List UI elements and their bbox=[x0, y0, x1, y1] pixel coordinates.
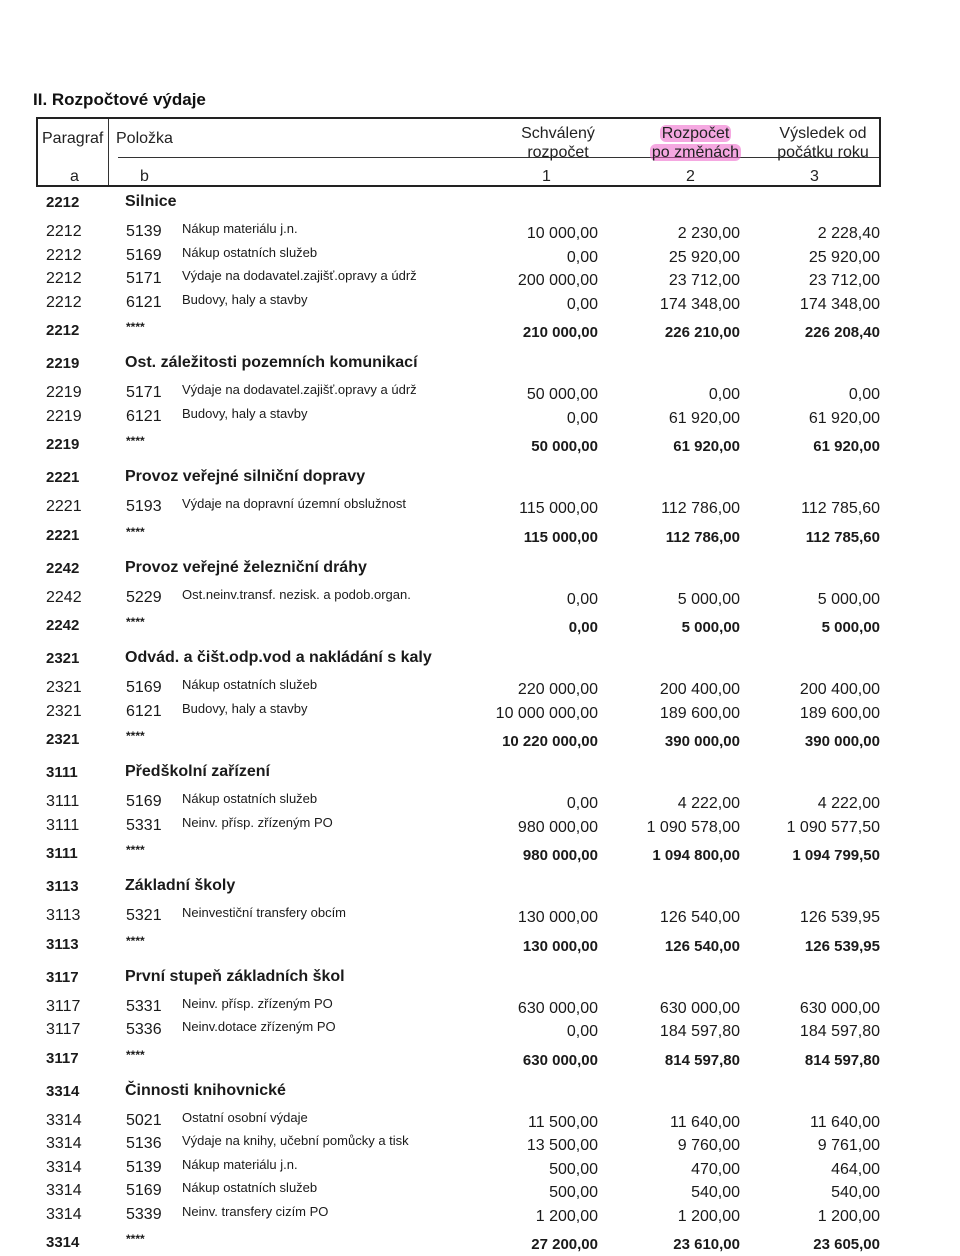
section-paragraf: 2219 bbox=[46, 355, 80, 372]
item-polozka: 6121 bbox=[126, 293, 162, 311]
section-row bbox=[0, 648, 960, 672]
section-paragraf: 2242 bbox=[46, 559, 80, 577]
highlight-mark: po změnách bbox=[651, 144, 740, 161]
item-rozpocet: 470,00 bbox=[691, 1160, 740, 1178]
item-paragraf: 3111 bbox=[46, 816, 80, 834]
item-rozpocet: 2 230,00 bbox=[677, 225, 740, 242]
total-stars: **** bbox=[126, 729, 145, 743]
item-schvaleny: 115 000,00 bbox=[519, 500, 598, 517]
item-rozpocet: 61 920,00 bbox=[668, 409, 740, 427]
table-row bbox=[0, 905, 960, 929]
item-polozka: 5336 bbox=[126, 1021, 162, 1038]
header-vysledek: Výsledek od počátku roku bbox=[777, 125, 869, 161]
total-schvaleny: 10 220 000,00 bbox=[502, 733, 598, 750]
item-paragraf: 3117 bbox=[46, 997, 81, 1015]
item-vysledek: 126 539,95 bbox=[799, 909, 880, 926]
total-vysledek: 814 597,80 bbox=[804, 1051, 880, 1069]
total-stars: **** bbox=[126, 320, 145, 334]
item-rozpocet: 25 920,00 bbox=[668, 248, 740, 266]
item-description: Nákup ostatních služeb bbox=[182, 791, 318, 806]
item-description: Budovy, haly a stavby bbox=[182, 291, 308, 307]
section-paragraf: 3314 bbox=[46, 1082, 80, 1100]
total-rozpocet: 226 210,00 bbox=[664, 324, 740, 341]
section-row bbox=[0, 876, 960, 900]
item-polozka: 5169 bbox=[126, 793, 162, 810]
item-description: Ost.neinv.transf. nezisk. a podob.organ. bbox=[182, 586, 411, 602]
item-schvaleny: 0,00 bbox=[566, 590, 598, 608]
section-title: Ost. záležitosti pozemních komunikací bbox=[125, 354, 418, 371]
item-polozka: 5139 bbox=[126, 223, 162, 240]
section-row bbox=[0, 762, 960, 786]
item-schvaleny: 980 000,00 bbox=[517, 818, 598, 836]
table-row bbox=[0, 815, 960, 839]
item-rozpocet: 4 222,00 bbox=[677, 795, 740, 812]
item-schvaleny: 13 500,00 bbox=[526, 1137, 598, 1154]
highlight-mark: Rozpočet bbox=[661, 125, 730, 142]
item-description: Neinv.dotace zřízeným PO bbox=[182, 1019, 336, 1034]
total-paragraf: 3111 bbox=[46, 845, 78, 862]
item-schvaleny: 0,00 bbox=[566, 248, 598, 266]
total-row bbox=[0, 729, 960, 753]
item-paragraf: 2219 bbox=[46, 384, 82, 401]
item-rozpocet: 23 712,00 bbox=[668, 272, 740, 289]
item-description: Neinv. přísp. zřízeným PO bbox=[182, 995, 333, 1011]
table-row bbox=[0, 1180, 960, 1204]
total-schvaleny: 0,00 bbox=[568, 619, 598, 636]
item-schvaleny: 630 000,00 bbox=[517, 999, 598, 1017]
table-header bbox=[36, 117, 881, 187]
item-schvaleny: 0,00 bbox=[566, 1023, 598, 1040]
total-row bbox=[0, 525, 960, 549]
item-vysledek: 0,00 bbox=[848, 386, 880, 403]
item-polozka: 5171 bbox=[126, 270, 162, 287]
item-paragraf: 3314 bbox=[46, 1135, 82, 1152]
header-col-2: 2 bbox=[686, 168, 695, 185]
table-row bbox=[0, 382, 960, 406]
total-rozpocet: 126 540,00 bbox=[664, 937, 740, 955]
item-vysledek: 184 597,80 bbox=[799, 1023, 880, 1040]
total-stars: **** bbox=[126, 933, 145, 948]
total-schvaleny: 980 000,00 bbox=[522, 847, 598, 864]
item-polozka: 5171 bbox=[126, 384, 162, 401]
item-paragraf: 2221 bbox=[46, 498, 82, 515]
item-vysledek: 23 712,00 bbox=[808, 272, 880, 289]
item-description: Ostatní osobní výdaje bbox=[182, 1109, 308, 1125]
item-polozka: 5331 bbox=[126, 816, 162, 834]
item-rozpocet: 11 640,00 bbox=[670, 1113, 740, 1131]
section-paragraf: 3117 bbox=[46, 968, 79, 986]
total-schvaleny: 115 000,00 bbox=[523, 528, 598, 546]
table-row bbox=[0, 1110, 960, 1134]
item-schvaleny: 10 000 000,00 bbox=[495, 704, 598, 722]
item-vysledek: 2 228,40 bbox=[817, 225, 880, 242]
item-schvaleny: 500,00 bbox=[549, 1184, 598, 1201]
item-schvaleny: 0,00 bbox=[566, 409, 598, 427]
total-paragraf: 2212 bbox=[46, 322, 80, 339]
page-title: II. Rozpočtové výdaje bbox=[33, 90, 206, 109]
item-polozka: 5193 bbox=[126, 498, 162, 515]
item-paragraf: 3113 bbox=[46, 907, 81, 924]
section-title: Odvád. a čišt.odp.vod a nakládání s kaly bbox=[125, 649, 432, 666]
item-description: Výdaje na dodavatel.zajišť.opravy a údrž bbox=[182, 268, 417, 283]
total-paragraf: 3314 bbox=[46, 1234, 80, 1251]
item-polozka: 5169 bbox=[126, 1182, 162, 1199]
item-vysledek: 1 090 577,50 bbox=[786, 818, 880, 836]
section-title: Provoz veřejné silniční dopravy bbox=[125, 468, 366, 485]
section-paragraf: 3111 bbox=[46, 764, 78, 781]
item-polozka: 5021 bbox=[126, 1111, 162, 1129]
header-polozka: Položka bbox=[116, 130, 173, 147]
item-paragraf: 3314 bbox=[46, 1182, 82, 1199]
header-schvaleny: Schválený rozpočet bbox=[521, 125, 595, 161]
item-polozka: 6121 bbox=[126, 702, 162, 720]
table-row bbox=[0, 996, 960, 1020]
total-rozpocet: 112 786,00 bbox=[665, 528, 740, 546]
item-paragraf: 2321 bbox=[46, 679, 82, 696]
total-paragraf: 2242 bbox=[46, 617, 80, 634]
total-rozpocet: 23 610,00 bbox=[673, 1236, 740, 1253]
item-rozpocet: 189 600,00 bbox=[659, 704, 740, 722]
total-vysledek: 112 785,60 bbox=[805, 528, 880, 546]
section-paragraf: 2321 bbox=[46, 650, 80, 667]
item-description: Výdaje na dodavatel.zajišť.opravy a údrž bbox=[182, 382, 417, 397]
section-title: Činnosti knihovnické bbox=[125, 1081, 286, 1099]
item-schvaleny: 1 200,00 bbox=[535, 1207, 598, 1225]
item-vysledek: 200 400,00 bbox=[799, 681, 880, 698]
total-rozpocet: 814 597,80 bbox=[664, 1051, 740, 1069]
section-title: První stupeň základních škol bbox=[125, 967, 345, 985]
item-description: Budovy, haly a stavby bbox=[182, 405, 308, 421]
total-schvaleny: 630 000,00 bbox=[522, 1051, 598, 1069]
item-schvaleny: 11 500,00 bbox=[528, 1113, 598, 1131]
item-schvaleny: 10 000,00 bbox=[526, 225, 598, 242]
item-description: Nákup materiálu j.n. bbox=[182, 1156, 298, 1172]
table-row bbox=[0, 1204, 960, 1228]
item-description: Výdaje na knihy, učební pomůcky a tisk bbox=[182, 1133, 409, 1148]
item-vysledek: 61 920,00 bbox=[808, 409, 880, 427]
item-paragraf: 2212 bbox=[46, 223, 82, 240]
item-polozka: 5331 bbox=[126, 997, 162, 1015]
total-row bbox=[0, 934, 960, 958]
table-row bbox=[0, 221, 960, 245]
total-vysledek: 390 000,00 bbox=[804, 733, 880, 750]
table-row bbox=[0, 1133, 960, 1157]
table-row bbox=[0, 292, 960, 316]
item-vysledek: 189 600,00 bbox=[799, 704, 880, 722]
item-paragraf: 2219 bbox=[46, 407, 82, 425]
item-paragraf: 2212 bbox=[46, 293, 82, 311]
item-description: Neinv. transfery cizím PO bbox=[182, 1203, 329, 1219]
item-vysledek: 630 000,00 bbox=[799, 999, 880, 1017]
item-description: Neinvestiční transfery obcím bbox=[182, 905, 347, 920]
section-row bbox=[0, 1081, 960, 1105]
table-row bbox=[0, 701, 960, 725]
item-description: Výdaje na dopravní územní obslužnost bbox=[182, 496, 407, 511]
item-rozpocet: 126 540,00 bbox=[659, 909, 740, 926]
header-paragraf: Paragraf bbox=[42, 130, 104, 147]
total-paragraf: 3113 bbox=[46, 935, 79, 953]
item-polozka: 5169 bbox=[126, 246, 162, 264]
section-title: Předškolní zařízení bbox=[125, 763, 270, 780]
total-stars: **** bbox=[126, 1047, 145, 1062]
item-schvaleny: 200 000,00 bbox=[517, 272, 598, 289]
item-rozpocet: 540,00 bbox=[691, 1184, 740, 1201]
total-stars: **** bbox=[126, 843, 145, 857]
item-rozpocet: 184 597,80 bbox=[659, 1023, 740, 1040]
table-row bbox=[0, 245, 960, 269]
total-row bbox=[0, 1232, 960, 1256]
item-description: Neinv. přísp. zřízeným PO bbox=[182, 814, 333, 830]
item-vysledek: 540,00 bbox=[831, 1184, 880, 1201]
table-row bbox=[0, 268, 960, 292]
item-vysledek: 1 200,00 bbox=[817, 1207, 880, 1225]
total-rozpocet: 5 000,00 bbox=[681, 619, 740, 636]
item-rozpocet: 5 000,00 bbox=[677, 590, 740, 608]
total-vysledek: 5 000,00 bbox=[821, 619, 880, 636]
table-row bbox=[0, 587, 960, 611]
item-vysledek: 112 785,60 bbox=[801, 500, 880, 517]
table-row bbox=[0, 1019, 960, 1043]
total-stars: **** bbox=[126, 434, 145, 448]
section-row bbox=[0, 967, 960, 991]
total-vysledek: 1 094 799,50 bbox=[792, 847, 880, 864]
total-rozpocet: 390 000,00 bbox=[664, 733, 740, 750]
item-rozpocet: 1 200,00 bbox=[677, 1207, 740, 1225]
item-polozka: 5229 bbox=[126, 588, 162, 606]
item-description: Nákup ostatních služeb bbox=[182, 1180, 318, 1195]
item-paragraf: 2321 bbox=[46, 702, 82, 720]
item-polozka: 6121 bbox=[126, 407, 162, 425]
total-schvaleny: 27 200,00 bbox=[531, 1236, 598, 1253]
item-vysledek: 174 348,00 bbox=[799, 295, 880, 313]
item-schvaleny: 500,00 bbox=[549, 1160, 598, 1178]
total-row bbox=[0, 843, 960, 867]
item-paragraf: 3314 bbox=[46, 1205, 82, 1223]
item-polozka: 5139 bbox=[126, 1158, 162, 1176]
section-paragraf: 2221 bbox=[46, 469, 80, 486]
item-rozpocet: 9 760,00 bbox=[677, 1137, 740, 1154]
item-polozka: 5321 bbox=[126, 907, 162, 924]
total-row bbox=[0, 1048, 960, 1072]
item-paragraf: 2212 bbox=[46, 270, 82, 287]
section-title: Silnice bbox=[125, 193, 177, 210]
item-schvaleny: 0,00 bbox=[566, 295, 598, 313]
total-schvaleny: 50 000,00 bbox=[531, 438, 598, 455]
total-schvaleny: 210 000,00 bbox=[522, 324, 598, 341]
item-rozpocet: 0,00 bbox=[708, 386, 740, 403]
table-row bbox=[0, 406, 960, 430]
item-rozpocet: 630 000,00 bbox=[659, 999, 740, 1017]
section-row bbox=[0, 467, 960, 491]
item-paragraf: 2242 bbox=[46, 588, 82, 606]
total-vysledek: 61 920,00 bbox=[813, 438, 880, 455]
table-row bbox=[0, 791, 960, 815]
item-polozka: 5169 bbox=[126, 679, 162, 696]
item-vysledek: 25 920,00 bbox=[808, 248, 880, 266]
header-rozpocet-po-zmenach bbox=[633, 124, 758, 162]
table-row bbox=[0, 1157, 960, 1181]
total-rozpocet: 61 920,00 bbox=[673, 438, 740, 455]
item-rozpocet: 174 348,00 bbox=[659, 295, 740, 313]
item-vysledek: 4 222,00 bbox=[817, 795, 880, 812]
header-col-a: a bbox=[70, 168, 79, 185]
table-row bbox=[0, 677, 960, 701]
table-row bbox=[0, 496, 960, 520]
section-row bbox=[0, 353, 960, 377]
total-paragraf: 2219 bbox=[46, 436, 80, 453]
total-row bbox=[0, 434, 960, 458]
total-vysledek: 126 539,95 bbox=[804, 937, 880, 955]
item-vysledek: 11 640,00 bbox=[810, 1113, 880, 1131]
total-schvaleny: 130 000,00 bbox=[522, 937, 598, 955]
total-paragraf: 3117 bbox=[46, 1049, 79, 1067]
section-paragraf: 3113 bbox=[46, 878, 79, 895]
total-paragraf: 2221 bbox=[46, 526, 80, 544]
item-schvaleny: 0,00 bbox=[566, 795, 598, 812]
item-paragraf: 3314 bbox=[46, 1111, 82, 1129]
item-schvaleny: 130 000,00 bbox=[517, 909, 598, 926]
item-description: Budovy, haly a stavby bbox=[182, 700, 308, 716]
total-paragraf: 2321 bbox=[46, 731, 80, 748]
total-stars: **** bbox=[126, 615, 145, 629]
item-vysledek: 464,00 bbox=[831, 1160, 880, 1178]
section-paragraf: 2212 bbox=[46, 194, 80, 211]
item-polozka: 5339 bbox=[126, 1205, 162, 1223]
item-schvaleny: 50 000,00 bbox=[526, 386, 598, 403]
total-vysledek: 23 605,00 bbox=[813, 1236, 880, 1253]
section-title: Provoz veřejné železniční dráhy bbox=[125, 558, 367, 576]
item-vysledek: 9 761,00 bbox=[817, 1137, 880, 1154]
item-paragraf: 3314 bbox=[46, 1158, 82, 1176]
item-paragraf: 3111 bbox=[46, 793, 80, 810]
item-rozpocet: 112 786,00 bbox=[661, 500, 740, 517]
total-rozpocet: 1 094 800,00 bbox=[652, 847, 740, 864]
section-row bbox=[0, 558, 960, 582]
header-col-1: 1 bbox=[542, 168, 551, 185]
section-title: Základní školy bbox=[125, 877, 236, 894]
item-rozpocet: 200 400,00 bbox=[659, 681, 740, 698]
header-col-3: 3 bbox=[810, 168, 819, 185]
total-vysledek: 226 208,40 bbox=[804, 324, 880, 341]
item-schvaleny: 220 000,00 bbox=[517, 681, 598, 698]
total-stars: **** bbox=[126, 524, 145, 539]
item-rozpocet: 1 090 578,00 bbox=[646, 818, 740, 836]
item-description: Nákup ostatních služeb bbox=[182, 244, 318, 260]
item-description: Nákup ostatních služeb bbox=[182, 677, 318, 692]
header-col-b: b bbox=[140, 168, 149, 185]
item-description: Nákup materiálu j.n. bbox=[182, 221, 298, 236]
item-vysledek: 5 000,00 bbox=[817, 590, 880, 608]
item-polozka: 5136 bbox=[126, 1135, 162, 1152]
item-paragraf: 3117 bbox=[46, 1021, 81, 1038]
total-stars: **** bbox=[126, 1232, 145, 1246]
total-row bbox=[0, 320, 960, 344]
item-paragraf: 2212 bbox=[46, 246, 82, 264]
section-row bbox=[0, 192, 960, 216]
total-row bbox=[0, 615, 960, 639]
